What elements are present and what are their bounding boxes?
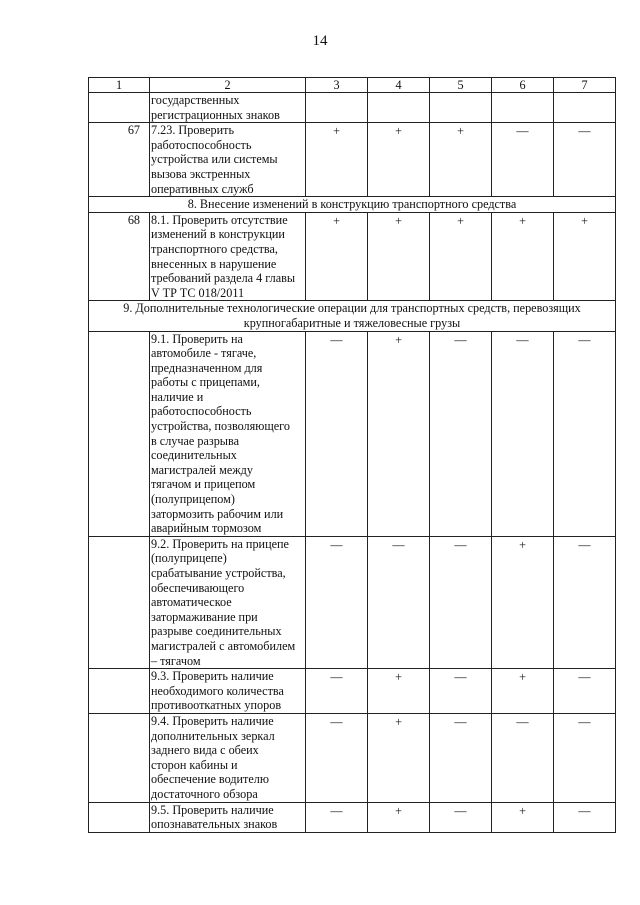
applicability-mark — [430, 93, 492, 123]
applicability-mark: + — [368, 713, 430, 802]
applicability-mark: + — [430, 123, 492, 197]
applicability-mark: — — [430, 802, 492, 832]
operation-description: 7.23. Проверить работоспособность устройства или системы вызова экстренных оперативных служб — [150, 123, 306, 197]
column-header: 7 — [554, 78, 616, 93]
applicability-mark: — — [430, 331, 492, 536]
requirements-table — [88, 77, 616, 833]
applicability-mark — [554, 93, 616, 123]
applicability-mark: + — [368, 212, 430, 301]
column-header: 2 — [150, 78, 306, 93]
applicability-mark: — — [306, 536, 368, 668]
table-row — [89, 536, 616, 668]
applicability-mark: — — [430, 536, 492, 668]
applicability-mark: — — [306, 669, 368, 714]
row-number — [89, 93, 150, 123]
section-title: 8. Внесение изменений в конструкцию транспортного средства — [89, 197, 616, 213]
applicability-mark: + — [306, 123, 368, 197]
operation-description: 9.3. Проверить наличие необходимого количества противооткатных упоров — [150, 669, 306, 714]
row-number — [89, 536, 150, 668]
row-number — [89, 331, 150, 536]
operation-description: 9.1. Проверить на автомобиле - тягаче, предназначенном для работы с прицепами, наличие и работоспособность устройства, позволяющего в случае разрыва соединительных магистралей между тягачом и прицепом (полуприцепом) затормозить рабочим или аварийным тормозом — [150, 331, 306, 536]
applicability-mark: + — [492, 669, 554, 714]
row-number: 67 — [89, 123, 150, 197]
column-header: 4 — [368, 78, 430, 93]
applicability-mark: — — [306, 713, 368, 802]
operation-description: 8.1. Проверить отсутствие изменений в конструкции транспортного средства, внесенных в нарушение требований раздела 4 главы V ТР ТС 018/2011 — [150, 212, 306, 301]
applicability-mark: — — [492, 331, 554, 536]
applicability-mark: + — [306, 212, 368, 301]
applicability-mark: + — [368, 669, 430, 714]
row-number: 68 — [89, 212, 150, 301]
row-number — [89, 802, 150, 832]
table-row — [89, 802, 616, 832]
applicability-mark: — — [430, 713, 492, 802]
column-header: 1 — [89, 78, 150, 93]
applicability-mark: + — [368, 802, 430, 832]
applicability-mark: — — [306, 802, 368, 832]
row-number — [89, 669, 150, 714]
applicability-mark: + — [430, 212, 492, 301]
section-heading-row — [89, 301, 616, 331]
applicability-mark: — — [554, 802, 616, 832]
operation-description: государственных регистрационных знаков — [150, 93, 306, 123]
applicability-mark: + — [492, 802, 554, 832]
applicability-mark — [368, 93, 430, 123]
applicability-mark: — — [554, 123, 616, 197]
table-row — [89, 212, 616, 301]
applicability-mark — [306, 93, 368, 123]
table-header-row — [89, 78, 616, 93]
table-row — [89, 669, 616, 714]
operation-description: 9.4. Проверить наличие дополнительных зеркал заднего вида с обеих сторон кабины и обеспечение водителю достаточного обзора — [150, 713, 306, 802]
applicability-mark: — — [368, 536, 430, 668]
table-row — [89, 713, 616, 802]
applicability-mark: + — [368, 123, 430, 197]
row-number — [89, 713, 150, 802]
applicability-mark: — — [430, 669, 492, 714]
table-row — [89, 123, 616, 197]
applicability-mark: — — [492, 123, 554, 197]
section-title: 9. Дополнительные технологические операции для транспортных средств, перевозящих крупногабаритные и тяжеловесные грузы — [89, 301, 616, 331]
section-heading-row — [89, 197, 616, 213]
table-row — [89, 93, 616, 123]
applicability-mark: + — [492, 212, 554, 301]
column-header: 6 — [492, 78, 554, 93]
applicability-mark: — — [554, 669, 616, 714]
table-row — [89, 331, 616, 536]
page-number: 14 — [312, 33, 328, 49]
applicability-mark: — — [306, 331, 368, 536]
applicability-mark: + — [554, 212, 616, 301]
applicability-mark: + — [368, 331, 430, 536]
operation-description: 9.2. Проверить на прицепе (полуприцепе) срабатывание устройства, обеспечивающего автоматическое затормаживание при разрыве соединительных магистралей с автомобилем – тягачом — [150, 536, 306, 668]
applicability-mark: — — [554, 713, 616, 802]
applicability-mark: — — [554, 536, 616, 668]
column-header: 5 — [430, 78, 492, 93]
applicability-mark: + — [492, 536, 554, 668]
applicability-mark: — — [554, 331, 616, 536]
column-header: 3 — [306, 78, 368, 93]
applicability-mark — [492, 93, 554, 123]
applicability-mark: — — [492, 713, 554, 802]
operation-description: 9.5. Проверить наличие опознавательных знаков — [150, 802, 306, 832]
